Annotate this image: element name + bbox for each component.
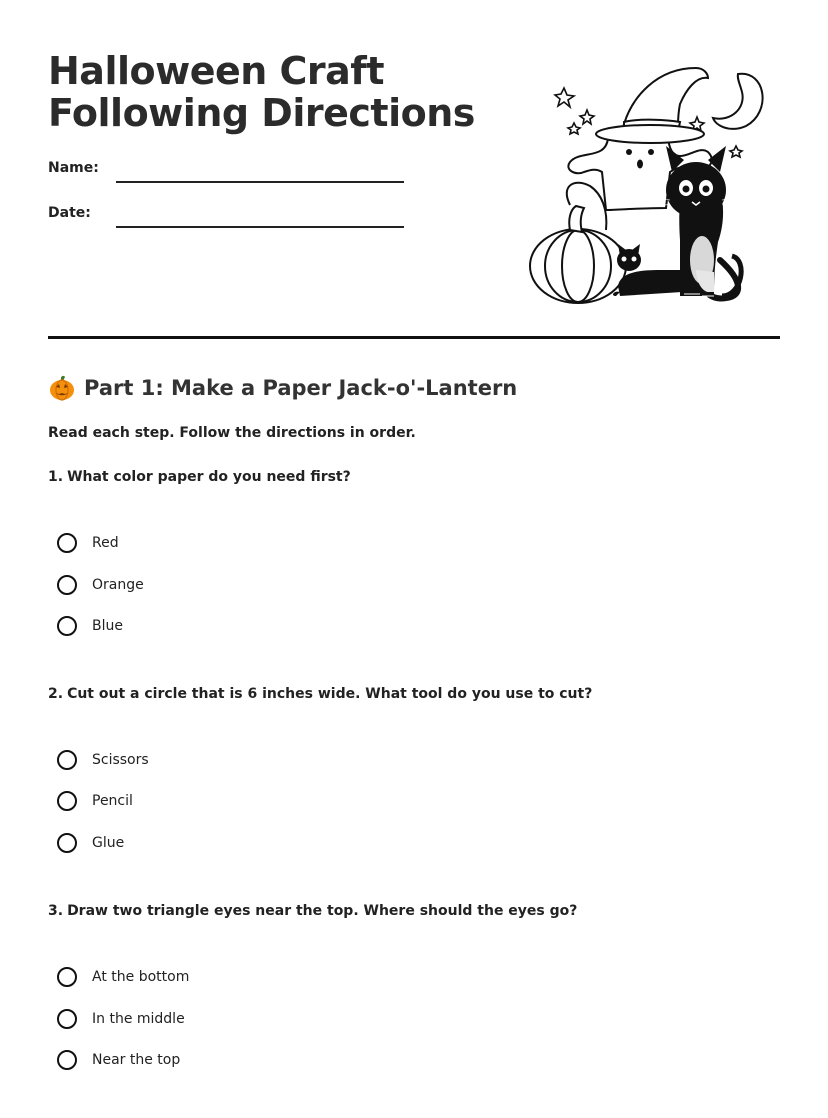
option-label: In the middle: [92, 1011, 185, 1027]
question-number: 3.: [48, 903, 64, 919]
name-field[interactable]: [48, 160, 408, 184]
radio-button[interactable]: [57, 750, 77, 770]
title-line-1: Halloween Craft: [48, 49, 385, 93]
q1-option-orange[interactable]: [57, 572, 144, 598]
option-label: Red: [92, 535, 119, 551]
halloween-illustration: [520, 60, 780, 310]
radio-button[interactable]: [57, 833, 77, 853]
title-line-2: Following Directions: [48, 91, 475, 135]
radio-button[interactable]: [57, 1009, 77, 1029]
q3-option-middle[interactable]: [57, 1006, 185, 1032]
q2-option-pencil[interactable]: [57, 788, 133, 814]
radio-button[interactable]: [57, 967, 77, 987]
radio-button[interactable]: [57, 791, 77, 811]
pumpkin-icon: [48, 374, 76, 402]
question-text: What color paper do you need first?: [67, 469, 351, 485]
name-line[interactable]: [116, 181, 404, 183]
worksheet-title: [48, 50, 518, 134]
name-label: Name:: [48, 160, 99, 176]
q1-option-red[interactable]: [57, 530, 119, 556]
q1-option-blue[interactable]: [57, 613, 123, 639]
radio-button[interactable]: [57, 575, 77, 595]
question-1: [48, 469, 351, 485]
q3-option-bottom[interactable]: [57, 964, 189, 990]
question-number: 2.: [48, 686, 64, 702]
q2-option-glue[interactable]: [57, 830, 124, 856]
radio-button[interactable]: [57, 616, 77, 636]
question-3: [48, 903, 577, 919]
section-title: [48, 374, 517, 402]
question-number: 1.: [48, 469, 64, 485]
radio-button[interactable]: [57, 1050, 77, 1070]
option-label: Near the top: [92, 1052, 181, 1068]
question-2: [48, 686, 592, 702]
date-field[interactable]: [48, 205, 408, 229]
date-label: Date:: [48, 205, 91, 221]
q3-option-top[interactable]: [57, 1047, 180, 1073]
option-label: Pencil: [92, 793, 133, 809]
moon-icon: [713, 74, 763, 129]
witch-hat-icon: [596, 68, 708, 143]
question-text: Cut out a circle that is 6 inches wide. What tool do you use to cut?: [67, 686, 593, 702]
option-label: At the bottom: [92, 969, 190, 985]
section-title-text: Part 1: Make a Paper Jack-o'-Lantern: [84, 376, 518, 400]
q2-option-scissors[interactable]: [57, 747, 149, 773]
option-label: Scissors: [92, 752, 149, 768]
option-label: Blue: [92, 618, 123, 634]
option-label: Orange: [92, 577, 144, 593]
radio-button[interactable]: [57, 533, 77, 553]
question-text: Draw two triangle eyes near the top. Where should the eyes go?: [67, 903, 578, 919]
header-divider: [48, 336, 780, 339]
instructions-text: Read each step. Follow the directions in order.: [48, 425, 416, 441]
option-label: Glue: [92, 835, 125, 851]
date-line[interactable]: [116, 226, 404, 228]
